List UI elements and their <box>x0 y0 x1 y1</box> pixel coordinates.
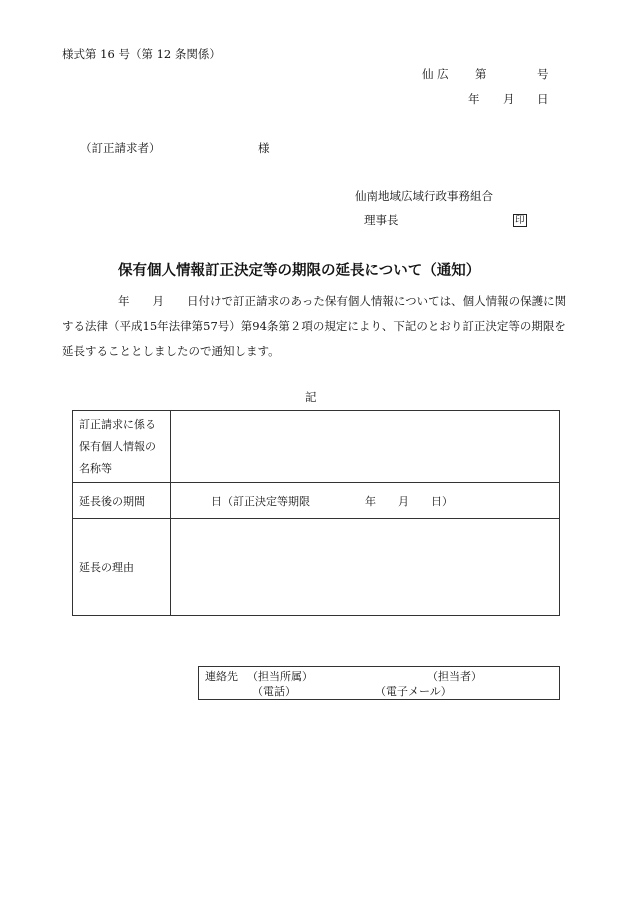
body-line-3: 延長することとしましたので通知します。 <box>62 344 280 358</box>
sender-title: 理事長 <box>364 213 399 227</box>
extension-reason-label: 延長の理由 <box>73 519 171 616</box>
extended-period-label: 延長後の期間 <box>73 483 171 519</box>
extension-reason-value <box>171 519 560 616</box>
extended-period-value: 日（訂正決定等期限 年 月 日） <box>171 483 560 519</box>
form-number: 様式第 16 号（第 12 条関係） <box>62 47 221 61</box>
record-name-label-line: 保有個人情報の <box>79 439 156 453</box>
doc-number-go: 号 <box>537 67 549 81</box>
ki-heading: 記 <box>305 390 317 404</box>
table-row <box>73 483 560 519</box>
contact-email: （電子メール） <box>375 685 452 698</box>
record-name-label-line: 訂正請求に係る <box>79 417 156 431</box>
sender-organization: 仙南地域広域行政事務組合 <box>355 189 493 203</box>
date-day: 日 <box>537 92 549 106</box>
addressee-honorific: 様 <box>258 141 270 155</box>
details-table <box>72 410 560 616</box>
date-month: 月 <box>503 92 515 106</box>
body-line-2: する法律（平成15年法律第57号）第94条第２項の規定により、下記のとおり訂正決定等の期限を <box>62 319 566 333</box>
doc-number-dai: 第 <box>475 67 487 81</box>
addressee-label: （訂正請求者） <box>80 141 161 155</box>
record-name-label <box>73 411 171 483</box>
contact-person: （担当者） <box>427 670 482 683</box>
contact-phone: （電話） <box>252 685 296 698</box>
table-row <box>73 411 560 483</box>
seal-mark: 印 <box>515 215 525 226</box>
doc-number-prefix: 仙 広 <box>422 67 449 81</box>
record-name-label-line: 名称等 <box>79 461 112 475</box>
contact-department: （担当所属） <box>247 670 313 683</box>
date-year: 年 <box>468 92 480 106</box>
record-name-value <box>171 411 560 483</box>
table-row <box>73 519 560 616</box>
contact-label: 連絡先 <box>205 670 238 683</box>
contact-box <box>198 666 560 700</box>
document-title: 保有個人情報訂正決定等の期限の延長について（通知） <box>118 263 481 279</box>
body-line-1: 年 月 日付けで訂正請求のあった保有個人情報については、個人情報の保護に関 <box>118 294 567 308</box>
